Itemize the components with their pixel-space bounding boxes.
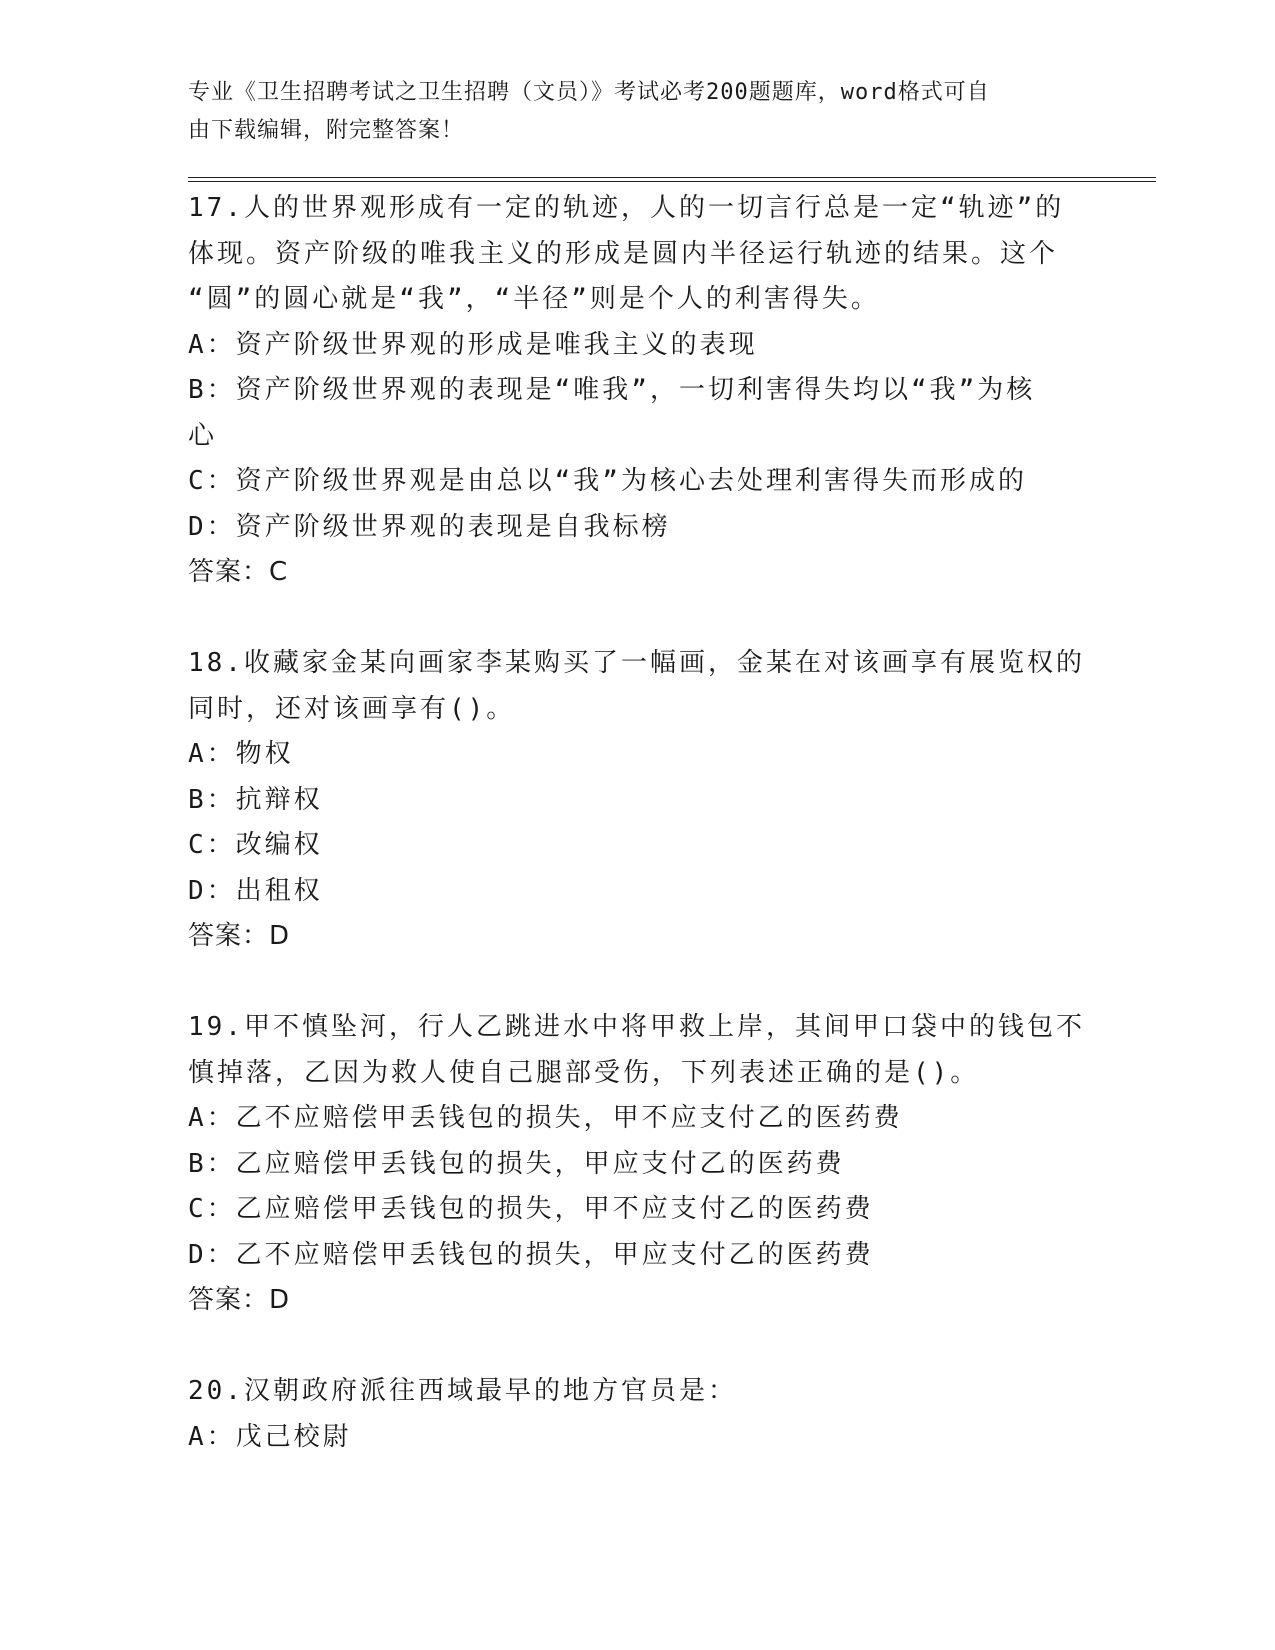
question-block <box>188 641 1085 960</box>
question-stem-line: “圆”的圆心就是“我”，“半径”则是个人的利害得失。 <box>188 284 880 314</box>
question-stem-line: 19.甲不慎坠河，行人乙跳进水中将甲救上岸，其间甲口袋中的钱包不 <box>188 1012 1085 1042</box>
question-block <box>188 1369 1078 1460</box>
question-spacer <box>188 960 1078 1006</box>
option-line: B：抗辩权 <box>188 784 323 815</box>
option-line: A：资产阶级世界观的形成是唯我主义的表现 <box>188 329 758 360</box>
question-stem-line: 18.收藏家金某向画家李某购买了一幅画，金某在对该画享有展览权的 <box>188 648 1085 678</box>
question-spacer <box>188 596 1078 642</box>
question-block <box>188 1005 1085 1324</box>
document-header <box>188 74 1068 150</box>
option-line: 心 <box>188 420 218 451</box>
answer-line: 答案：C <box>188 557 289 587</box>
question-stem-line: 17.人的世界观形成有一定的轨迹，人的一切言行总是一定“轨迹”的 <box>188 193 1065 223</box>
question-list <box>188 186 1085 1460</box>
question-spacer <box>188 1324 1078 1370</box>
option-line: D：资产阶级世界观的表现是自我标榜 <box>188 511 671 542</box>
header-divider <box>188 177 1156 182</box>
answer-line: 答案：D <box>188 921 291 951</box>
option-line: A：物权 <box>188 739 294 769</box>
answer-line: 答案：D <box>188 1285 291 1315</box>
header-line-2: 由下载编辑，附完整答案！ <box>188 118 465 143</box>
question-stem-line: 同时，还对该画享有()。 <box>188 693 516 724</box>
option-line: D：乙不应赔偿甲丢钱包的损失，甲应支付乙的医药费 <box>188 1239 874 1270</box>
option-line: C：改编权 <box>188 830 323 860</box>
option-line: B：资产阶级世界观的表现是“唯我”，一切利害得失均以“我”为核 <box>188 375 1036 405</box>
option-line: C：乙应赔偿甲丢钱包的损失，甲不应支付乙的医药费 <box>188 1194 874 1224</box>
option-line: A：戊己校尉 <box>188 1421 352 1452</box>
header-line-1: 专业《卫生招聘考试之卫生招聘（文员）》考试必考200题题库，word格式可自 <box>188 80 990 105</box>
question-stem-line: 20.汉朝政府派往西域最早的地方官员是： <box>188 1376 737 1406</box>
option-line: B：乙应赔偿甲丢钱包的损失，甲应支付乙的医药费 <box>188 1148 845 1179</box>
question-block <box>188 186 1078 596</box>
option-line: D：出租权 <box>188 875 323 906</box>
option-line: C：资产阶级世界观是由总以“我”为核心去处理利害得失而形成的 <box>188 466 1027 496</box>
option-line: A：乙不应赔偿甲丢钱包的损失，甲不应支付乙的医药费 <box>188 1103 903 1133</box>
question-stem-line: 慎掉落，乙因为救人使自己腿部受伤，下列表述正确的是()。 <box>188 1057 980 1088</box>
question-stem-line: 体现。资产阶级的唯我主义的形成是圆内半径运行轨迹的结果。这个 <box>188 238 1059 269</box>
